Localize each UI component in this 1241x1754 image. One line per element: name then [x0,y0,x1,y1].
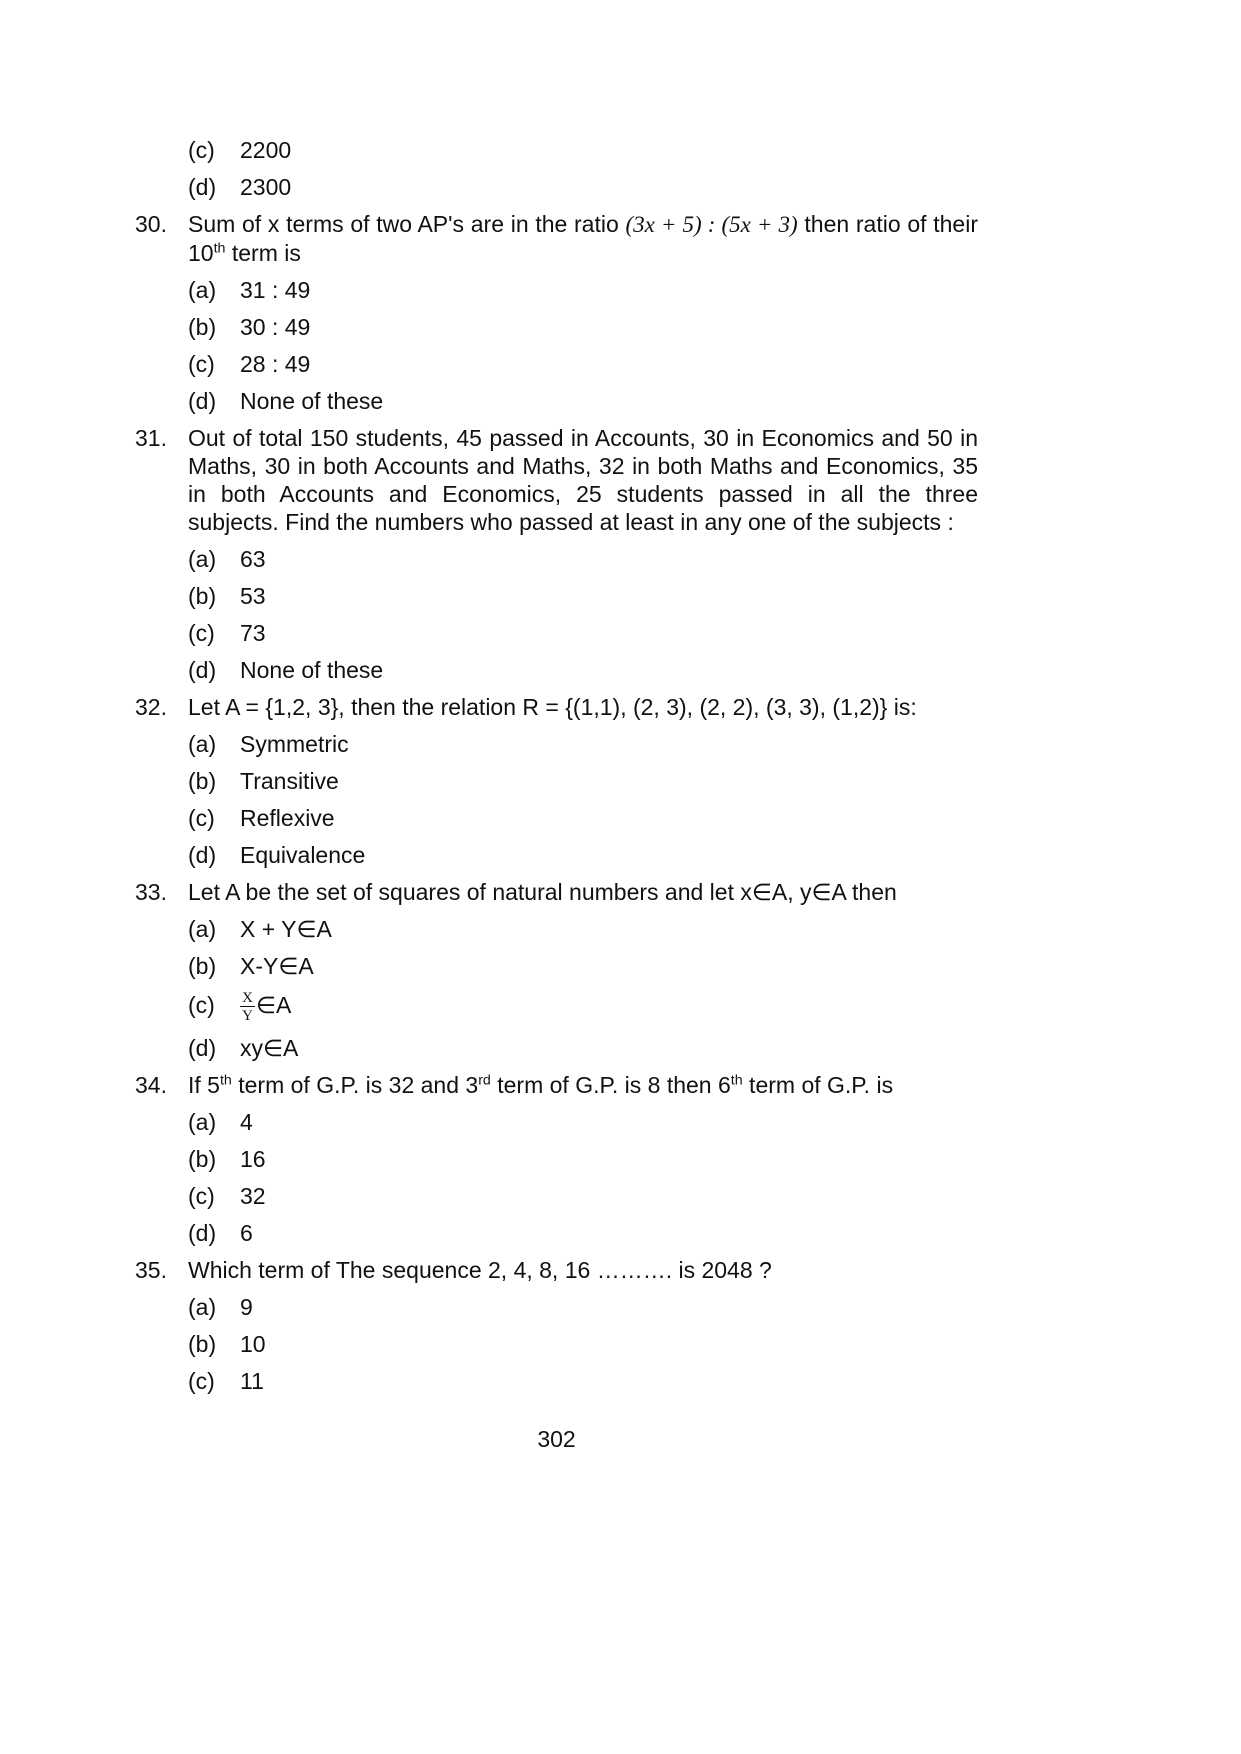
option-row [188,173,978,201]
option-label: (c) [188,351,215,377]
option-text: Equivalence [240,842,366,868]
option-label: (a) [188,731,217,757]
option-text: None of these [240,388,384,414]
option-row [188,841,978,869]
options-list [135,1293,978,1395]
question-row [135,878,978,906]
fraction-numerator: X [242,989,253,1006]
superscript-text: th [213,240,226,257]
option-text: 31 : 49 [240,277,311,303]
question-number: 33. [135,879,167,905]
superscript-text: th [730,1072,743,1089]
option-row [188,730,978,758]
option-label: (c) [188,137,215,163]
option-row [188,915,978,943]
option-text: 2300 [240,174,292,200]
option-text: 10 [240,1330,266,1357]
option-row [188,656,978,684]
question-block [135,1256,978,1395]
option-text: 16 [240,1145,266,1172]
options-list [135,545,978,684]
question-number: 31. [135,425,167,451]
questions-list [135,127,978,1453]
option-label: (d) [188,174,217,200]
option-label: (b) [188,768,217,794]
options-list [135,136,978,201]
option-label: (d) [188,1219,217,1246]
option-row [188,313,978,341]
option-label: (c) [188,1182,215,1209]
option-row [188,1219,978,1247]
question-block [135,1071,978,1247]
option-text: 73 [240,620,266,646]
options-list [135,915,978,1062]
question-number: 35. [135,1256,167,1283]
option-text: 32 [240,1182,266,1209]
option-label: (a) [188,1108,217,1135]
option-text: 30 : 49 [240,314,311,340]
option-text: 63 [240,546,266,572]
option-text: Transitive [240,768,339,794]
option-row [188,952,978,980]
option-text: 4 [240,1108,253,1135]
option-row [188,767,978,795]
option-row [188,1145,978,1173]
option-row [188,582,978,610]
option-text: Reflexive [240,805,335,831]
option-label: (b) [188,1145,217,1172]
option-label: (d) [188,842,217,868]
options-list [135,1108,978,1247]
option-text: 2200 [240,137,292,163]
option-label: (d) [188,1034,217,1061]
option-text: 6 [240,1219,253,1246]
question-text: Sum of x terms of two AP's are in the ratio (3x + 5) : (5x + 3) then ratio of their 10th term is [188,211,978,266]
option-row [188,804,978,832]
option-label: (d) [188,657,217,683]
option-label: (c) [188,620,215,646]
option-row [188,1108,978,1136]
option-text: xy∈A [240,1034,299,1061]
option-text: None of these [240,657,384,683]
question-row [135,1071,978,1099]
option-text: 11 [240,1367,264,1394]
option-text: Symmetric [240,731,349,757]
question-text: Which term of The sequence 2, 4, 8, 16 ………. is 2048 ? [188,1256,772,1283]
option-text: 9 [240,1293,253,1320]
option-row [188,387,978,415]
question-text: Out of total 150 students, 45 passed in Accounts, 30 in Economics and 50 in Maths, 30 in both Accounts and Maths, 32 in both Maths and Economics, 35 in both Accounts and Economics, 25 students passed in all the three subjects. Find the numbers who passed at least in any one of the subjects : [188,425,978,535]
option-row [188,350,978,378]
question-block [135,136,978,201]
question-number: 32. [135,694,167,720]
fraction [240,989,255,1025]
question-block [135,210,978,415]
math-expression: (3x + 5) : (5x + 3) [625,212,798,237]
superscript-text: rd [478,1072,491,1089]
question-row [135,693,978,721]
option-row [188,1367,978,1395]
question-text: Let A be the set of squares of natural numbers and let x∈A, y∈A then [188,879,897,905]
question-block [135,878,978,1062]
option-label: (a) [188,916,217,942]
question-number: 30. [135,211,167,237]
option-label: (b) [188,314,217,340]
question-block [135,693,978,869]
option-row [188,545,978,573]
option-label: (d) [188,388,217,414]
option-label: (a) [188,546,217,572]
option-row [188,619,978,647]
option-label: (c) [188,992,215,1019]
question-row [135,210,978,267]
option-text: $\frac{X}{Y}$ ∈A [242,989,292,1025]
fraction-denominator: Y [242,1007,253,1025]
option-label: (c) [188,1367,215,1394]
superscript-text: th [219,1072,232,1089]
question-number: 34. [135,1071,167,1098]
question-row [135,424,978,536]
option-text: X + Y∈A [240,916,332,942]
option-row [188,136,978,164]
question-text: If 5th term of G.P. is 32 and 3rd term of G.P. is 8 then 6th term of G.P. is [188,1071,894,1098]
options-list [135,276,978,415]
options-list [135,730,978,869]
option-label: (b) [188,953,217,979]
option-row [188,1182,978,1210]
option-label: (c) [188,805,215,831]
question-row [135,1256,978,1284]
option-row [188,276,978,304]
option-label: (a) [188,277,217,303]
question-block [135,424,978,684]
option-row [188,989,978,1025]
option-row [188,1293,978,1321]
page-number: 302 [537,1425,576,1452]
option-label: (b) [188,1330,217,1357]
option-text: 53 [240,583,266,609]
option-label: (a) [188,1293,217,1320]
option-label: (b) [188,583,217,609]
option-row [188,1330,978,1358]
option-row [188,1034,978,1062]
option-text: X-Y∈A [240,953,314,979]
option-text: 28 : 49 [240,351,311,377]
question-text: Let A = {1,2, 3}, then the relation R = {(1,1), (2, 3), (2, 2), (3, 3), (1,2)} is: [188,694,917,720]
